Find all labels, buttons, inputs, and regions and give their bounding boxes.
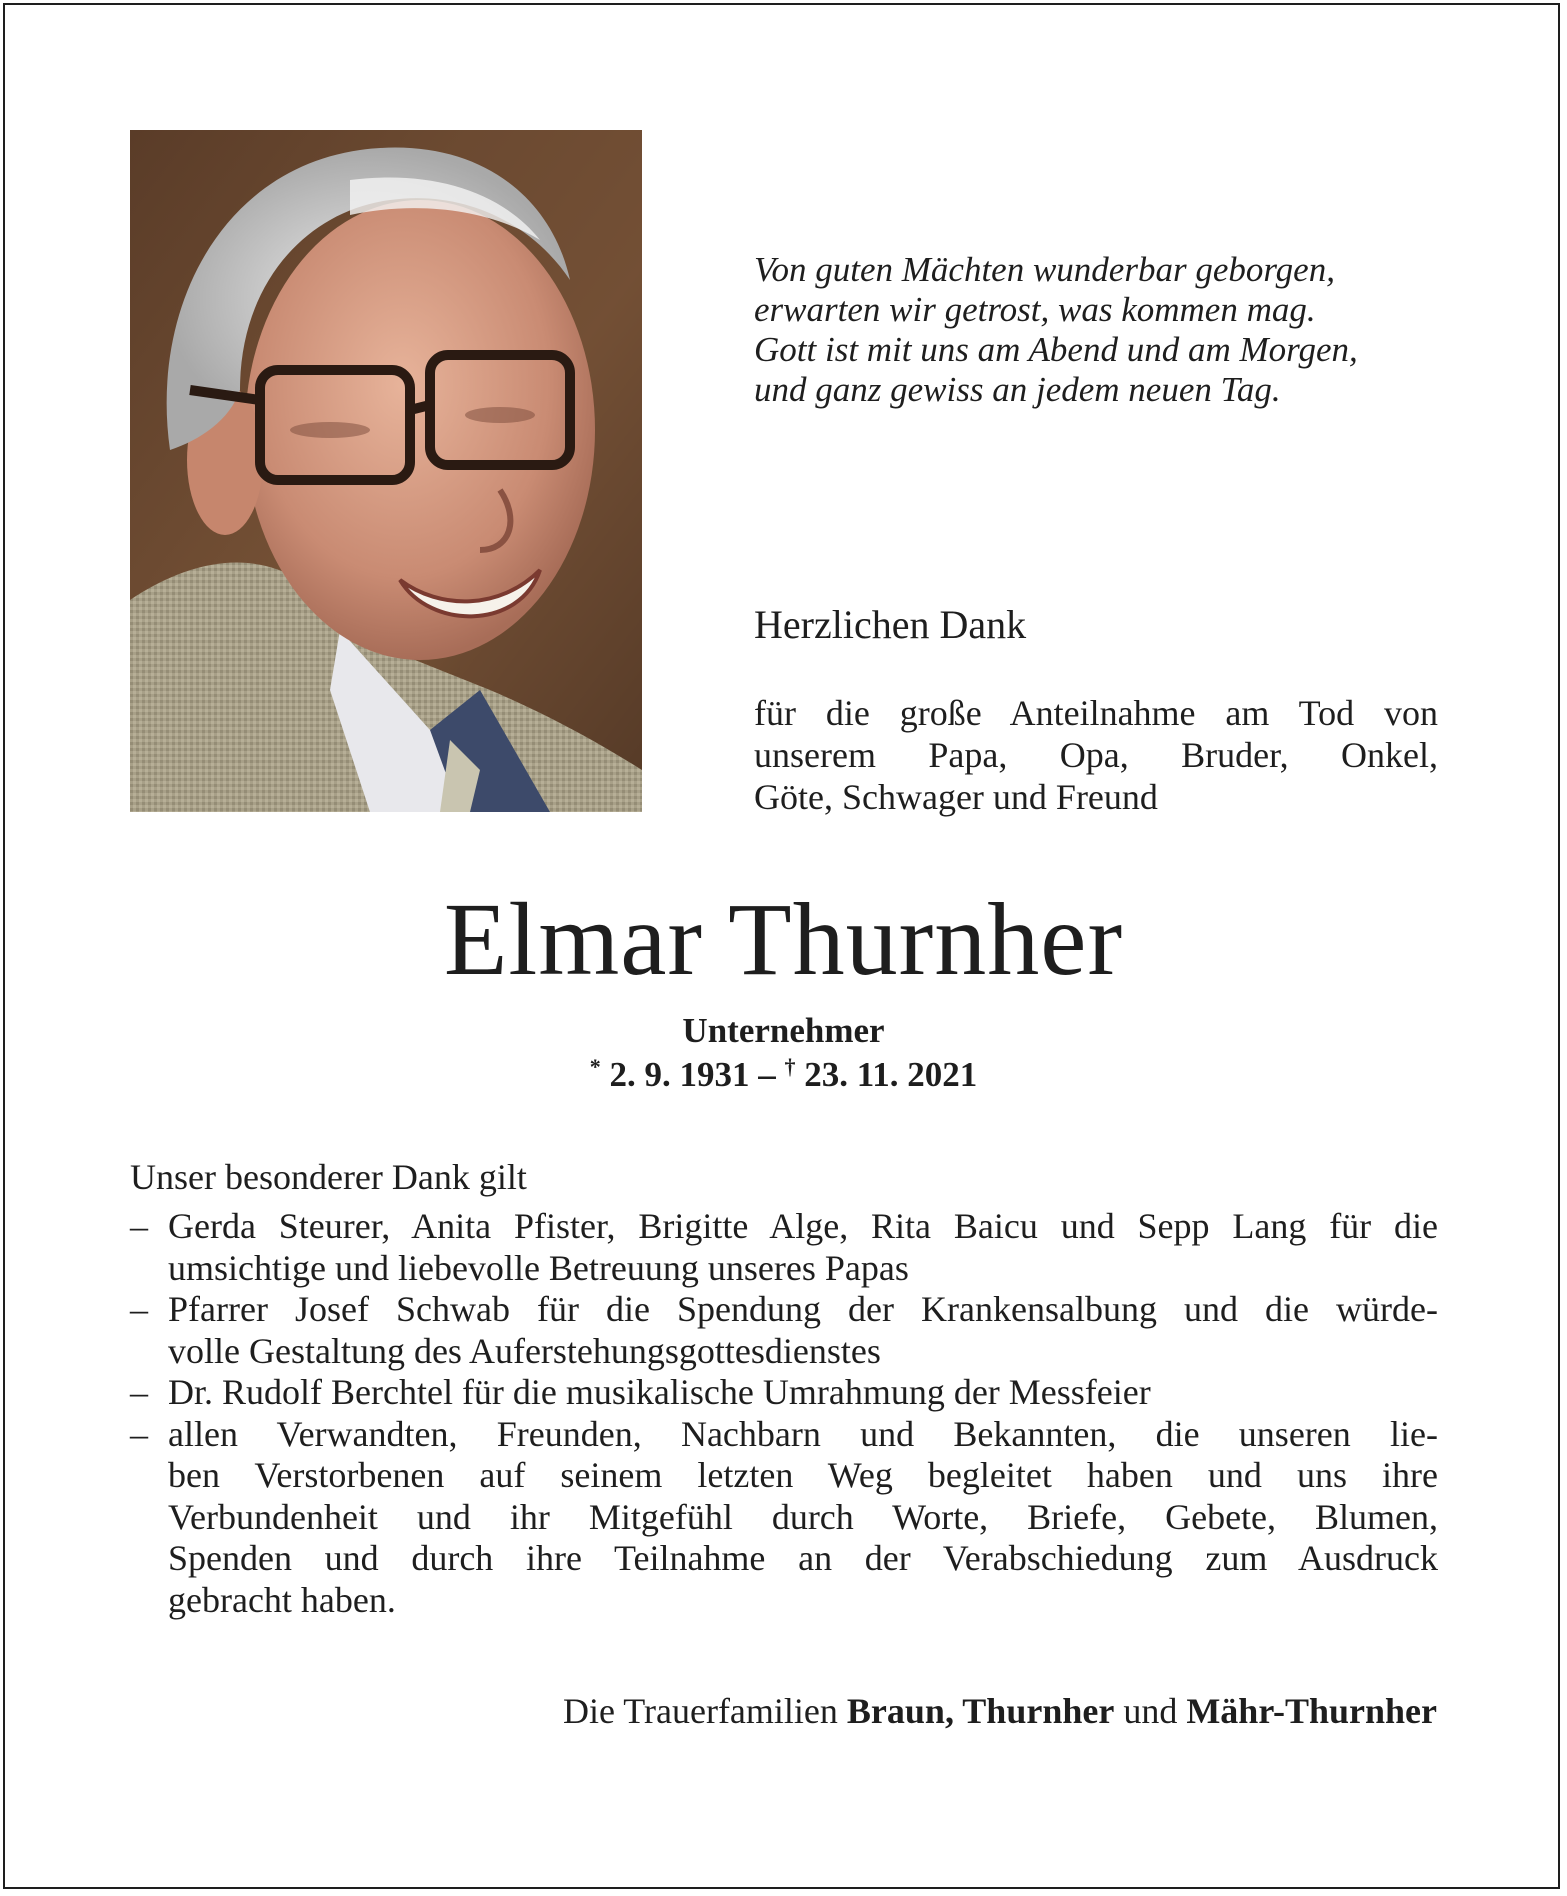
list-item-line: gebracht haben. — [168, 1579, 396, 1620]
list-item-line: ben Verstorbenen auf seinem letzten Weg begleitet haben und uns ihre — [168, 1455, 1438, 1495]
deceased-occupation: Unternehmer — [682, 1011, 885, 1050]
family-name-2: Mähr-Thurnher — [1186, 1691, 1437, 1731]
birth-symbol: * — [589, 1054, 601, 1079]
special-thanks-list — [130, 1206, 1438, 1621]
portrait-photo — [130, 130, 642, 812]
list-item-line: umsichtige und liebevolle Betreuung unseres Papas — [168, 1247, 909, 1288]
family-name-1: Braun, Thurnher — [846, 1691, 1115, 1731]
thanks-paragraph-line: Göte, Schwager und Freund — [754, 777, 1158, 817]
dash-bullet: – — [130, 1206, 148, 1246]
thanks-paragraph-line: unserem Papa, Opa, Bruder, Onkel, — [754, 735, 1438, 775]
list-item-line: Pfarrer Josef Schwab für die Spendung der Krankensalbung und die würde- — [168, 1289, 1438, 1329]
poem-line: erwarten wir getrost, was kommen mag. — [754, 290, 1316, 329]
signature-connector: und — [1114, 1691, 1187, 1731]
list-item-line: Dr. Rudolf Berchtel für die musikalische Umrahmung der Messfeier — [168, 1372, 1151, 1412]
poem-line: und ganz gewiss an jedem neuen Tag. — [754, 370, 1281, 409]
signature — [563, 1690, 1437, 1732]
dash-bullet: – — [130, 1372, 148, 1412]
thanks-paragraph — [754, 692, 1438, 818]
list-item — [130, 1289, 1438, 1372]
poem — [754, 250, 1454, 410]
list-item-line: allen Verwandten, Freunden, Nachbarn und Bekannten, die unseren lie- — [168, 1413, 1438, 1454]
dash-bullet: – — [130, 1413, 148, 1454]
list-item-line: Spenden und durch ihre Teilnahme an der Verabschiedung zum Ausdruck — [168, 1538, 1438, 1578]
birth-date: 2. 9. 1931 – — [600, 1055, 785, 1094]
life-dates — [0, 1054, 1567, 1096]
thanks-heading: Herzlichen Dank — [754, 602, 1027, 647]
death-symbol: † — [784, 1054, 796, 1079]
list-item-line: volle Gestaltung des Auferstehungsgottesdienstes — [168, 1330, 881, 1371]
list-item-line: Verbundenheit und ihr Mitgefühl durch Worte, Briefe, Gebete, Blumen, — [168, 1496, 1438, 1537]
signature-prefix: Die Trauerfamilien — [562, 1691, 847, 1731]
list-item — [130, 1206, 1438, 1289]
deceased-name: Elmar Thurnher — [443, 882, 1124, 997]
special-thanks-intro: Unser besonderer Dank gilt — [130, 1157, 527, 1197]
poem-line: Von guten Mächten wunderbar geborgen, — [754, 250, 1335, 289]
list-item-line: Gerda Steurer, Anita Pfister, Brigitte Alge, Rita Baicu und Sepp Lang für die — [168, 1206, 1438, 1246]
list-item — [130, 1414, 1438, 1622]
poem-line: Gott ist mit uns am Abend und am Morgen, — [754, 330, 1358, 369]
dash-bullet: – — [130, 1289, 148, 1329]
thanks-paragraph-line: für die große Anteilnahme am Tod von — [754, 693, 1438, 733]
list-item — [130, 1372, 1438, 1414]
death-date: 23. 11. 2021 — [795, 1055, 978, 1094]
